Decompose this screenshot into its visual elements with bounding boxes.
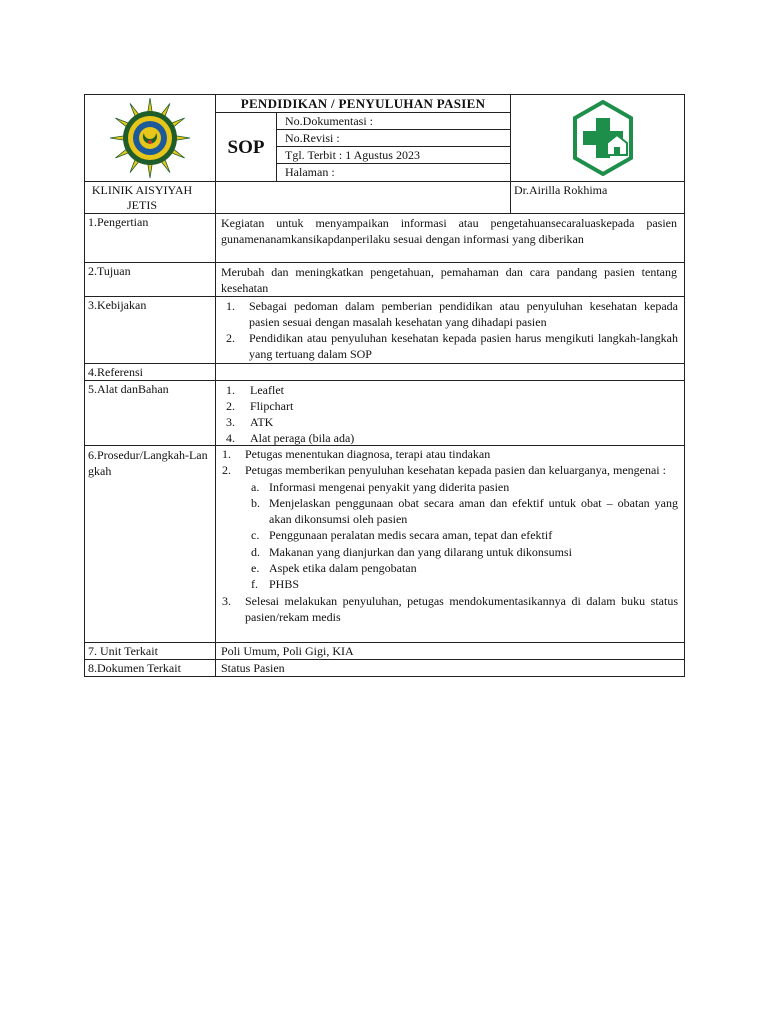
halaman: Halaman : bbox=[285, 165, 335, 179]
left-logo-cell bbox=[84, 94, 216, 182]
clinic-name-cell bbox=[84, 181, 216, 214]
dokumen-label-cell bbox=[84, 659, 216, 677]
sub-text: PHBS bbox=[269, 577, 300, 592]
tgl-terbit-cell bbox=[276, 146, 511, 164]
dokumen-label: 8.Dokumen Terkait bbox=[88, 661, 181, 675]
referensi-text-cell bbox=[215, 363, 685, 381]
sop-label-cell bbox=[215, 112, 277, 182]
list-item bbox=[226, 330, 678, 362]
list-text: Sebagai pedoman dalam pemberian pendidikan atau penyuluhan kesehatan kepada pasien sesuai dengan masalah kesehatan yang dihadapi pasien bbox=[249, 299, 678, 329]
list-text: Petugas memberikan penyuluhan kesehatan kepada pasien dan keluarganya, mengenai : bbox=[245, 463, 666, 478]
list-number: 2. bbox=[226, 399, 235, 413]
kebijakan-text-cell bbox=[215, 296, 685, 364]
doc-title-cell bbox=[215, 94, 511, 113]
sub-letter: f. bbox=[251, 577, 258, 592]
alat-label-cell bbox=[84, 380, 216, 446]
sub-text: Aspek etika dalam pengobatan bbox=[269, 561, 417, 576]
list-item bbox=[222, 462, 678, 592]
alat-text-cell bbox=[215, 380, 685, 446]
list-item bbox=[226, 382, 626, 398]
sub-text: Makanan yang dianjurkan dan yang dilarang untuk dikonsumsi bbox=[269, 544, 572, 559]
sub-letter: d. bbox=[251, 544, 260, 559]
pengertian-label: 1.Pengertian bbox=[88, 215, 149, 229]
sub-list-item bbox=[245, 560, 678, 576]
list-text: Pendidikan atau penyuluhan kesehatan kepada pasien harus mengikuti langkah-langkah yang tertuang dalam SOP bbox=[249, 331, 678, 361]
pengertian-label-cell bbox=[84, 213, 216, 263]
sub-list-item bbox=[245, 495, 678, 528]
dokumen-text: Status Pasien bbox=[221, 661, 285, 675]
doc-title: PENDIDIKAN / PENYULUHAN PASIEN bbox=[240, 96, 486, 111]
list-item bbox=[222, 593, 678, 626]
list-item bbox=[226, 430, 626, 446]
list-number: 1. bbox=[226, 383, 235, 397]
tgl-terbit: Tgl. Terbit : 1 Agustus 2023 bbox=[285, 148, 420, 162]
unit-text-cell bbox=[215, 642, 685, 660]
prosedur-label: 6.Prosedur/Langkah-Langkah bbox=[88, 448, 208, 478]
tujuan-label: 2.Tujuan bbox=[88, 264, 131, 278]
prosedur-text-cell bbox=[215, 445, 685, 643]
list-text: Flipchart bbox=[250, 399, 294, 413]
list-number: 3. bbox=[226, 415, 235, 429]
dokumen-text-cell bbox=[215, 659, 685, 677]
list-item bbox=[226, 398, 626, 414]
sop-label: SOP bbox=[227, 137, 265, 158]
list-item bbox=[226, 298, 678, 330]
prosedur-list bbox=[222, 446, 678, 625]
signatory: Dr.Airilla Rokhima bbox=[514, 183, 608, 197]
kebijakan-label: 3.Kebijakan bbox=[88, 298, 147, 312]
sub-list-item bbox=[245, 576, 678, 592]
sub-text: Penggunaan peralatan medis secara aman, tepat dan efektif bbox=[269, 528, 553, 543]
kebijakan-label-cell bbox=[84, 296, 216, 364]
sop-document bbox=[84, 94, 685, 677]
list-number: 1. bbox=[222, 447, 231, 461]
list-text: Petugas menentukan diagnosa, terapi atau tindakan bbox=[245, 447, 491, 461]
unit-label: 7. Unit Terkait bbox=[88, 644, 158, 658]
right-logo-cell bbox=[510, 94, 685, 182]
unit-label-cell bbox=[84, 642, 216, 660]
sub-letter: a. bbox=[251, 479, 260, 494]
unit-text: Poli Umum, Poli Gigi, KIA bbox=[221, 644, 354, 658]
tujuan-text-cell bbox=[215, 262, 685, 297]
clinic-name: KLINIK AISYIYAH JETIS bbox=[91, 183, 193, 212]
tujuan-text: Merubah dan meningkatkan pengetahuan, pemahaman dan cara pandang pasien tentang kesehatan bbox=[221, 265, 677, 295]
list-text: ATK bbox=[250, 415, 274, 429]
sub-letter: e. bbox=[251, 561, 260, 576]
sub-text: Menjelaskan penggunaan obat secara aman dan efektif untuk obat – obatan yang akan dikonsumsi oleh pasien bbox=[269, 495, 678, 527]
clinic-middle-cell bbox=[215, 181, 511, 214]
prosedur-label-cell bbox=[84, 445, 216, 643]
sub-text: Informasi mengenai penyakit yang diderita pasien bbox=[269, 479, 510, 494]
list-text: Alat peraga (bila ada) bbox=[250, 431, 355, 445]
list-number: 2. bbox=[226, 331, 235, 345]
signatory-cell bbox=[510, 181, 685, 214]
sub-letter: b. bbox=[251, 495, 260, 510]
no-dokumentasi-cell bbox=[276, 112, 511, 130]
list-number: 3. bbox=[222, 593, 231, 608]
alat-label: 5.Alat danBahan bbox=[88, 382, 169, 396]
list-number: 2. bbox=[222, 463, 231, 478]
list-text: Leaflet bbox=[250, 383, 284, 397]
aisyiyah-logo-icon bbox=[107, 97, 193, 179]
sub-list bbox=[245, 479, 678, 593]
sub-letter: c. bbox=[251, 528, 260, 543]
referensi-label-cell bbox=[84, 363, 216, 381]
sub-list-item bbox=[245, 479, 678, 495]
no-dokumentasi: No.Dokumentasi : bbox=[285, 114, 373, 128]
sub-list-item bbox=[245, 544, 678, 560]
kebijakan-list bbox=[226, 298, 678, 362]
list-text: Selesai melakukan penyuluhan, petugas mendokumentasikannya di dalam buku status pasien/rekam medis bbox=[245, 593, 678, 624]
list-number: 1. bbox=[226, 299, 235, 313]
no-revisi-cell bbox=[276, 129, 511, 147]
list-number: 4. bbox=[226, 431, 235, 445]
alat-list bbox=[226, 382, 626, 446]
list-item bbox=[226, 414, 626, 430]
health-cross-logo-icon bbox=[571, 100, 635, 176]
halaman-cell bbox=[276, 163, 511, 182]
pengertian-text-cell bbox=[215, 213, 685, 263]
list-item bbox=[222, 446, 678, 462]
sub-list-item bbox=[245, 527, 678, 543]
no-revisi: No.Revisi : bbox=[285, 131, 340, 145]
tujuan-label-cell bbox=[84, 262, 216, 297]
pengertian-text: Kegiatan untuk menyampaikan informasi atau pengetahuansecaraluaskepada pasien gunamenanamkansikapdanperilaku sesuai dengan informasi yang diberikan bbox=[221, 216, 677, 246]
referensi-label: 4.Referensi bbox=[88, 365, 143, 379]
